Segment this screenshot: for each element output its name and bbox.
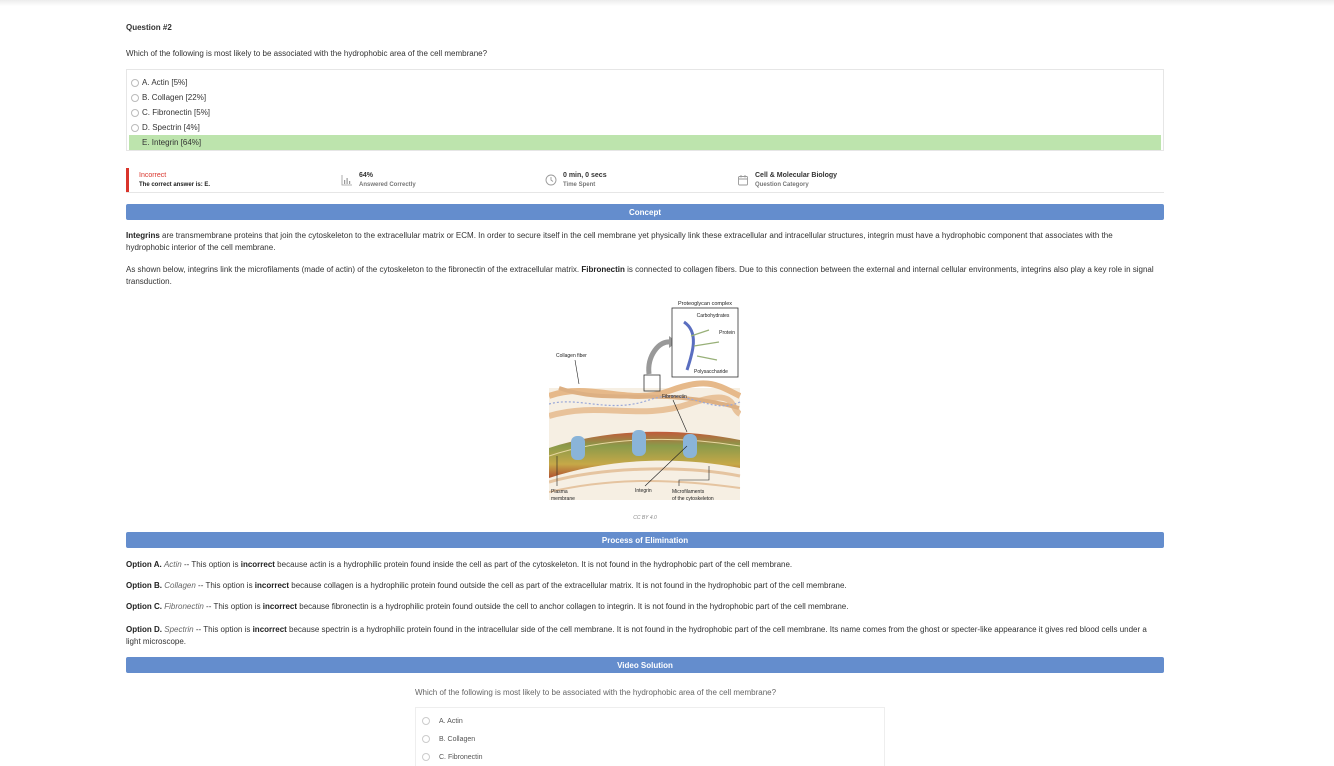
label-integrin: Integrin (635, 488, 652, 494)
option-label: A. Actin [5%] (142, 78, 188, 87)
video-options (415, 707, 885, 766)
video-option-label: C. Fibronectin (439, 753, 483, 761)
result-status (126, 168, 326, 192)
option-prefix: Option D. (126, 625, 162, 634)
term-integrins: Integrins (126, 231, 160, 240)
option-c[interactable] (129, 105, 1161, 120)
video-option-a[interactable] (422, 712, 878, 730)
concept-paragraph-1 (126, 230, 1156, 254)
result-stats (126, 168, 1164, 193)
option-name: Fibronectin (164, 602, 204, 611)
result-subtitle: The correct answer is: E. (139, 182, 211, 188)
answer-options (126, 69, 1164, 151)
option-prefix: Option C. (126, 602, 162, 611)
radio-icon[interactable] (422, 753, 430, 761)
term-fibronectin: Fibronectin (581, 265, 625, 274)
option-label: C. Fibronectin [5%] (142, 108, 211, 117)
option-dash: -- This option is (193, 625, 253, 634)
category-label: Question Category (755, 182, 809, 188)
option-dash: -- This option is (195, 581, 255, 590)
result-title: Incorrect (139, 172, 167, 179)
integrin-protein (571, 436, 585, 460)
label-cytoskeleton: of the cytoskeleton (672, 496, 714, 502)
radio-icon[interactable] (422, 735, 430, 743)
video-option-label: A. Actin (439, 717, 463, 725)
concept-header: Concept (126, 204, 1164, 220)
question-title: Question #2 (126, 23, 172, 32)
top-shadow-bar (0, 0, 1334, 6)
label-protein: Protein (719, 330, 735, 336)
label-proteoglycan: Proteoglycan complex (677, 301, 733, 307)
option-explanation: because spectrin is a hydrophilic protein found in the intracellular side of the cell membrane. It is not found in the hydrophobic part of the cell membrane. Its name comes from the ghost or specter-like appearance it gives red blood cells under a light microscope. (126, 625, 1147, 646)
concept-paragraph-2 (126, 264, 1156, 288)
leader-line (575, 360, 579, 384)
label-carbohydrates: Carbohydrates (696, 313, 730, 319)
video-option-c[interactable] (422, 748, 878, 766)
percent-label: Answered Correctly (359, 182, 416, 188)
time-spent (545, 168, 607, 192)
label-plasma: Plasma (551, 489, 568, 495)
option-prefix: Option A. (126, 560, 162, 569)
elimination-header: Process of Elimination (126, 532, 1164, 548)
concept-text-1: are transmembrane proteins that join the cytoskeleton to the extracellular matrix or ECM. In order to secure itself in the cell membrane yet physically link these extracellular and intracellular structures, integrin must have a hydrophobic component that associates with the hydrophobic interior of the cell membrane. (126, 231, 1113, 252)
video-question-text: Which of the following is most likely to be associated with the hydrophobic area of the cell membrane? (415, 688, 777, 697)
bar-chart-icon (341, 174, 353, 186)
radio-icon[interactable] (422, 717, 430, 725)
ecm-diagram (549, 296, 741, 508)
option-dash: -- This option is (203, 602, 263, 611)
figure-credit: CC BY 4.0 (633, 515, 657, 521)
option-dash: -- This option is (181, 560, 241, 569)
option-explanation: because fibronectin is a hydrophilic protein found outside the cell to anchor collagen to integrin. It is not found in the hydrophobic part of the cell membrane. (297, 602, 849, 611)
time-label: Time Spent (563, 182, 596, 188)
category-value: Cell & Molecular Biology (755, 172, 838, 179)
option-explanation: because collagen is a hydrophilic protein found outside the cell as part of the extracellular matrix. It is not found in the hydrophobic part of the cell membrane. (289, 581, 847, 590)
option-e-correct[interactable] (129, 135, 1161, 150)
radio-icon[interactable] (131, 124, 139, 132)
elimination-option-b (126, 580, 1156, 592)
option-prefix: Option B. (126, 581, 162, 590)
option-verdict: incorrect (262, 602, 298, 611)
option-name: Spectrin (164, 625, 194, 634)
elimination-option-d (126, 624, 1156, 648)
option-explanation: because actin is a hydrophilic protein found inside the cell as part of the cytoskeleton. It is not found in the hydrophobic part of the cell membrane. (274, 560, 793, 569)
calendar-icon (737, 174, 749, 186)
radio-icon[interactable] (131, 79, 139, 87)
option-verdict: incorrect (254, 581, 290, 590)
option-d[interactable] (129, 120, 1161, 135)
option-verdict: incorrect (240, 560, 275, 569)
option-verdict: incorrect (252, 625, 287, 634)
zoom-arrow (649, 342, 671, 374)
concept-text-2b: is connected to collagen fibers. Due to this connection between the external and internal cellular environments, integrins also play a key role in signal transduction. (126, 265, 1154, 286)
option-name: Collagen (164, 581, 196, 590)
option-name: Actin (163, 560, 182, 569)
percent-value: 64% (359, 172, 374, 179)
video-solution-header: Video Solution (126, 657, 1164, 673)
label-microfilaments: Microfilaments (672, 489, 705, 495)
video-option-label: B. Collagen (439, 735, 476, 743)
elimination-option-c (126, 601, 1156, 613)
elimination-option-a (126, 559, 1156, 571)
option-a[interactable] (129, 75, 1161, 90)
concept-text-2a: As shown below, integrins link the microfilaments (made of actin) of the cytoskeleton to the fibronectin of the extracellular matrix. (126, 265, 582, 274)
label-polysaccharide: Polysaccharide (694, 369, 728, 375)
integrin-protein (632, 430, 646, 456)
label-collagen: Collagen fiber (556, 353, 587, 359)
radio-icon[interactable] (131, 94, 139, 102)
label-membrane: membrane (551, 496, 575, 502)
question-category (737, 168, 837, 192)
clock-icon (545, 174, 557, 186)
question-text: Which of the following is most likely to be associated with the hydrophobic area of the cell membrane? (126, 49, 488, 58)
option-label: B. Collagen [22%] (142, 93, 207, 102)
option-label: E. Integrin [64%] (142, 138, 202, 147)
radio-icon[interactable] (131, 109, 139, 117)
integrin-protein (683, 434, 697, 458)
ecm-diagram-figure (549, 296, 741, 508)
video-option-b[interactable] (422, 730, 878, 748)
label-fibronectin: Fibronectin (662, 394, 687, 400)
option-label: D. Spectrin [4%] (142, 123, 200, 132)
video-solution-panel (415, 684, 885, 766)
time-value: 0 min, 0 secs (563, 172, 607, 179)
option-b[interactable] (129, 90, 1161, 105)
percent-correct (341, 168, 416, 192)
